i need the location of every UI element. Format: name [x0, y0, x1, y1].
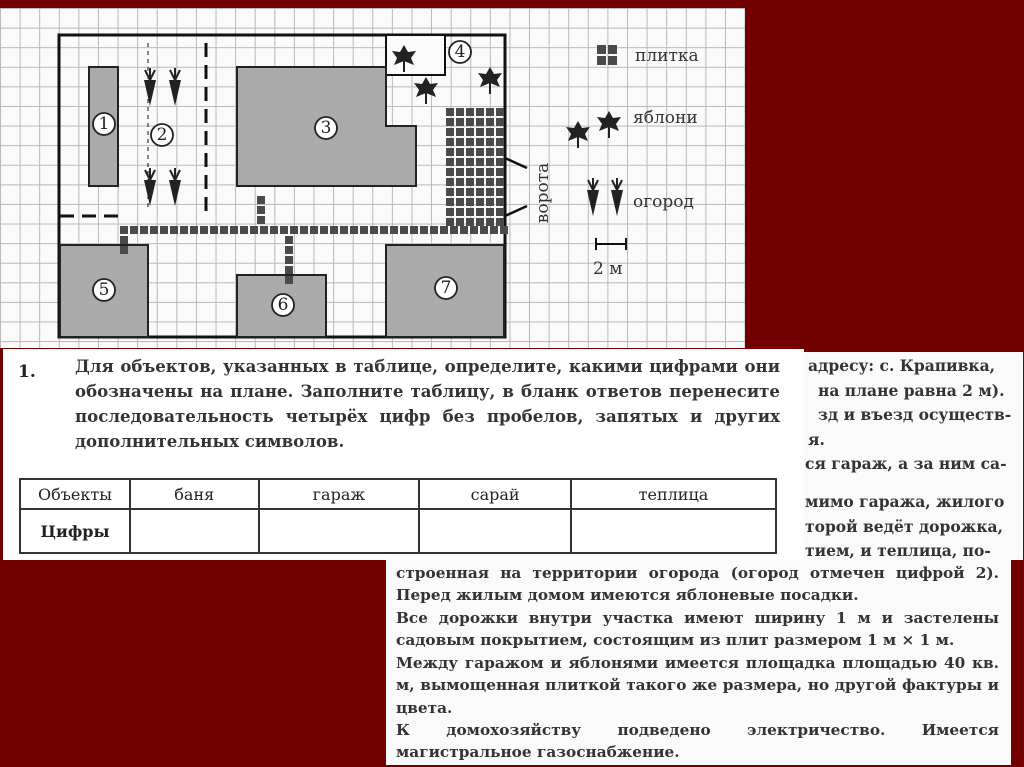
svg-text:плитка: плитка: [635, 46, 699, 66]
legend-scale: [593, 238, 626, 279]
number-3-marker: [315, 117, 337, 139]
side-fragment: ся гараж, а за ним са-: [805, 454, 1007, 473]
paragraph: Между гаражом и яблонями имеется площадка площадью 40 кв. м, вымощенная плиткой такого же размера, но другой фактуры и цвета.: [396, 654, 999, 717]
side-fragment: зд и въезд осуществ-: [818, 405, 1012, 424]
answer-cell-shed[interactable]: [419, 509, 571, 553]
side-fragment: я.: [808, 430, 825, 449]
svg-text:6: 6: [277, 295, 289, 315]
answer-cell-banya[interactable]: [130, 509, 259, 553]
building-4-outline: [386, 35, 445, 75]
objects-header: Объекты: [20, 479, 130, 509]
task-number: 1.: [18, 362, 36, 382]
number-2-marker: [151, 124, 173, 146]
side-fragment: мимо гаража, жилого: [805, 492, 1005, 511]
side-fragment: тием, и теплица, по-: [805, 541, 991, 560]
svg-text:огород: огород: [633, 192, 694, 212]
gate-mark-top: [505, 158, 527, 168]
number-5-marker: [93, 279, 115, 301]
side-fragment: адресу: с. Крапивка,: [808, 356, 996, 375]
gate-mark-bottom: [505, 206, 527, 216]
col-shed: сарай: [419, 479, 571, 509]
number-7-marker: [435, 277, 457, 299]
svg-text:3: 3: [320, 118, 332, 138]
svg-text:1: 1: [98, 114, 110, 134]
number-4-marker: [449, 41, 471, 63]
svg-text:2 м: 2 м: [593, 259, 623, 279]
col-greenhouse: теплица: [571, 479, 776, 509]
svg-text:4: 4: [454, 42, 466, 62]
paragraph: строенная на территории огорода (огород отмечен цифрой 2). Перед жилым домом имеются яблоневые посадки.: [396, 564, 999, 605]
svg-text:яблони: яблони: [633, 108, 698, 128]
answer-cell-greenhouse[interactable]: [571, 509, 776, 553]
answer-cell-garage[interactable]: [259, 509, 420, 553]
legend-garden: [633, 192, 694, 212]
svg-text:5: 5: [98, 280, 110, 300]
col-garage: гараж: [259, 479, 420, 509]
side-fragment: торой ведёт дорожка,: [805, 517, 1003, 536]
paragraph: Все дорожки внутри участка имеют ширину 1 м и застелены садовым покрытием, состоящим из плит размером 1 м × 1 м.: [396, 609, 999, 650]
answer-table-digits-row: [20, 509, 776, 553]
number-6-marker: [272, 294, 294, 316]
gate-label: ворота: [533, 162, 553, 224]
legend-apples: [633, 108, 698, 128]
number-1-marker: [93, 113, 115, 135]
svg-text:7: 7: [440, 278, 452, 298]
side-fragment: на плане равна 2 м).: [818, 381, 1005, 400]
digits-header: Цифры: [20, 509, 130, 553]
site-plan: [0, 8, 745, 348]
task-text: Для объектов, указанных в таблице, определите, какими цифрами они обозначены на плане. Заполните таблицу, в бланк ответов перенесите последовательность четырёх цифр без пробелов, запятых и других дополнительных символов.: [75, 356, 780, 451]
svg-text:2: 2: [156, 125, 168, 145]
paragraph: К домохозяйству подведено электричество. Имеется магистральное газоснабжение.: [396, 721, 999, 762]
col-banya: баня: [130, 479, 259, 509]
answer-table: [19, 478, 777, 554]
legend-tile: [597, 45, 699, 66]
answer-table-header-row: [20, 479, 776, 509]
